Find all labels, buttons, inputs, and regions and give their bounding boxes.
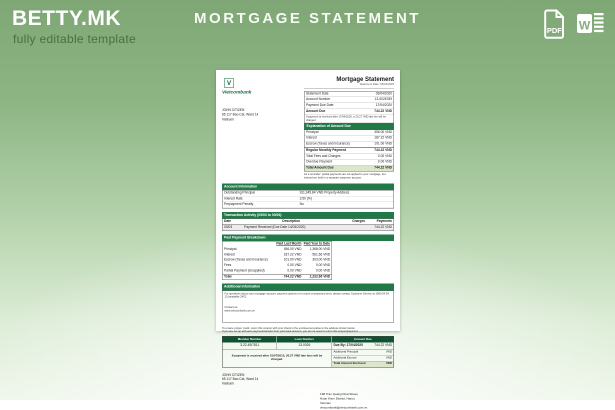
- payment-coupon: [222, 336, 394, 367]
- account-info-row: Prepayment Penalty No: [223, 202, 394, 208]
- word-download-icon[interactable]: [575, 8, 605, 39]
- section-header-past-payment: Past Payment Breakdown: [222, 234, 394, 241]
- recipient-street: 65 117 Bao Cat, Ward 14: [222, 113, 259, 117]
- past-payment-column-headers: Paid Last Month Paid Year to Date: [276, 242, 331, 246]
- explanation-note: As a reminder: partial payments are not applied to your mortgage, but instead are held in a separate suspense account.: [304, 172, 386, 180]
- coupon-instructions: To ensure proper credit, return this coupon with your check in the enclosed envelope to the address shown below. If you are set up with auto payment/transfer from your bank account, you do not need to return this coupon/payment.: [222, 326, 359, 334]
- transaction-row: 03/03 Payment Received (Due Date 14/03/2020) 744.22 VND: [224, 225, 392, 230]
- coupon-extra-row: Additional Principal VND: [332, 350, 394, 356]
- summary-row: Account Number 13-0026789: [306, 97, 392, 102]
- summary-table: [304, 91, 394, 172]
- word-doc-lines-icon: [594, 13, 604, 32]
- account-info-row: Outstanding Principal 911,345.84 VND Property Address: [223, 190, 394, 196]
- page-title: MORTGAGE STATEMENT: [194, 10, 421, 27]
- explanation-row: Interest 187.22 VND: [306, 136, 392, 140]
- pdf-download-icon[interactable]: [541, 8, 568, 39]
- recipient-address: [222, 108, 302, 122]
- recipient-country: Vietnam: [222, 117, 234, 122]
- summary-row: Statement Date 03/04/2020: [306, 91, 392, 96]
- section-header-transactions: Transaction Activity (03/03 to 03/04): [222, 212, 394, 219]
- past-payment-total-row: Total 744.22 VND 2,232.66 VND: [224, 274, 331, 279]
- past-payment-row: Fees 0.00 VND 0.00 VND: [224, 263, 331, 268]
- past-payment-row: Escrow (Taxes and Insurance) 101.00 VND 303.00 VND: [224, 258, 331, 262]
- coupon-amount-due: Due By: 17/04/2020 744.22 VND: [333, 343, 392, 348]
- section-header-explanation: Explanation of Amount Due: [305, 123, 394, 130]
- explanation-row: Escrow (Taxes and Insurance) 101.00 VND: [306, 142, 392, 146]
- explanation-row: Principal 456.00 VND: [306, 130, 392, 134]
- doc-title: Mortgage Statement: [336, 75, 394, 83]
- section-header-additional-info: Additional Information: [222, 284, 394, 291]
- doc-footer: [222, 373, 394, 410]
- explanation-row: Total Fees and Charges 0.00 VND: [306, 154, 392, 158]
- brand-logo[interactable]: BETTY.MK: [12, 7, 121, 30]
- brand-tagline: fully editable template: [13, 32, 136, 46]
- bank-website: www.vietcombank.com.vn: [224, 309, 255, 313]
- coupon-late-fee-note: If payment is received after 01/07/2015, 20.27 VND late fees will be charged.: [223, 350, 332, 367]
- word-icon-label: W: [578, 18, 591, 33]
- summary-row-amount-due: Amount Due 744.22 VND: [306, 109, 392, 113]
- recipient-name: JOHN CITIZEN: [222, 108, 245, 112]
- additional-info-text: For questions about your mortgage account, payment options or to report a suspected error, please contact Customer Service at 1900 54 54 13 (available 24/7).: [224, 292, 389, 299]
- past-payment-row: Interest 187.22 VND 561.66 VND: [224, 252, 331, 257]
- contact-label: Contact us:: [224, 306, 238, 310]
- past-payment-row: Principal 456.00 VND 1,368.00 VND: [224, 247, 331, 251]
- past-payment-section: [222, 234, 394, 280]
- footer-recipient-address: JOHN CITIZEN 65 117 Bao Cat, Ward 14 Vietnam: [222, 373, 259, 386]
- coupon-total-enclosed-row: Total Amount Enclosed VND: [333, 362, 392, 366]
- coupon-loan-number: 13-0026: [277, 343, 332, 349]
- download-buttons: [541, 8, 605, 39]
- explanation-row-total-due: Total Amount Due 744.22 VND: [306, 166, 392, 170]
- transaction-activity-section: [222, 212, 394, 231]
- explanation-row: Overdue Payment 0.00 VND: [306, 160, 392, 164]
- account-info-row: Interest Rate 3.50 (%): [223, 196, 394, 202]
- summary-row: Payment Due Date 17/04/2020: [306, 103, 392, 108]
- past-payment-row: Partial Payment (Unapplied) 0.00 VND 0.00 VND: [224, 268, 331, 273]
- summary-note: If payment is received after 17/04/2020, a 20.27 VND late fee will be charged.: [305, 115, 394, 123]
- doc-subtitle: Statement Date: 03/04/2020: [304, 83, 394, 88]
- document-preview: [216, 70, 400, 410]
- coupon-column-headers: Member Number Loan Number Amount Due: [223, 337, 394, 343]
- additional-information-section: [222, 284, 394, 323]
- coupon-member-number: 3-22-45/7811: [223, 343, 278, 349]
- footer-bank-address: 198 Tran Quang Khai Street, Hoan Kiem District, Hanoi, Vietnam vietcombank@vietcombank.com.vn: [320, 392, 368, 410]
- explanation-row-monthly-payment: Regular Monthly Payment 744.22 VND: [306, 148, 392, 152]
- account-information-section: [222, 183, 394, 208]
- vietcombank-logo-icon: V: [224, 78, 234, 88]
- coupon-extra-row: Additional Escrow VND: [332, 356, 394, 362]
- pdf-icon-label: PDF: [546, 26, 562, 35]
- transaction-column-headers: Date Description Charges Payments: [224, 219, 392, 224]
- section-header-account-info: Account Information: [222, 183, 394, 190]
- bank-wordmark: Vietcombank: [222, 89, 252, 95]
